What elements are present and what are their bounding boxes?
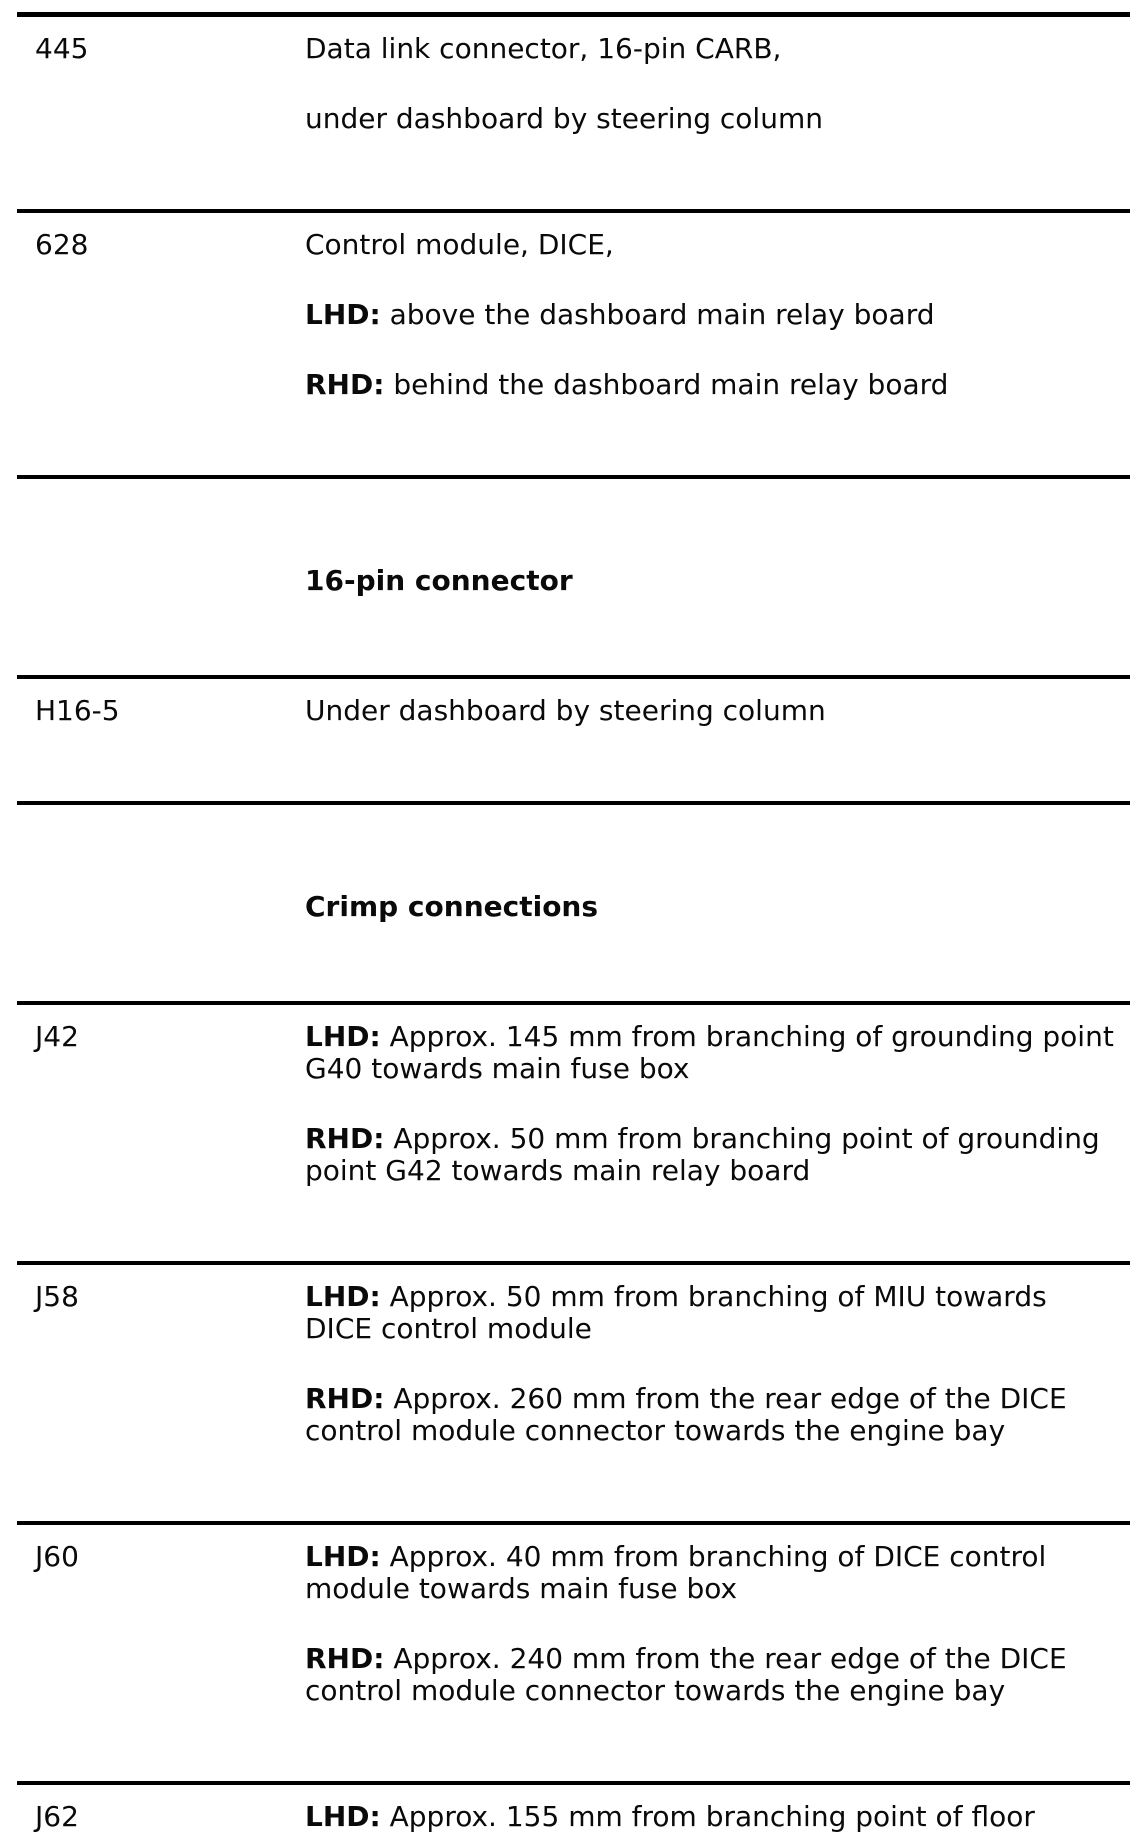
table-row bbox=[17, 1001, 1130, 1261]
description-paragraph: Under dashboard by steering column bbox=[305, 694, 826, 727]
drive-side-label: RHD: bbox=[305, 368, 385, 401]
table-row bbox=[17, 1261, 1130, 1521]
description-paragraph: RHD: behind the dashboard main relay board bbox=[305, 368, 949, 401]
drive-side-label: LHD: bbox=[305, 1800, 381, 1832]
section-header: 16-pin connector bbox=[305, 564, 573, 597]
description-paragraph: LHD: Approx. 155 mm from branching point of floor bbox=[305, 1800, 1035, 1832]
description-paragraph: RHD: Approx. 240 mm from the rear edge of the DICE control module connector towards the engine bay bbox=[305, 1642, 1067, 1707]
component-description bbox=[305, 229, 1128, 401]
table-row bbox=[17, 1521, 1130, 1781]
table-row bbox=[17, 12, 1130, 209]
description-paragraph: LHD: Approx. 145 mm from branching of grounding point G40 towards main fuse box bbox=[305, 1020, 1114, 1085]
section-header-row bbox=[17, 475, 1130, 675]
locations-table bbox=[0, 12, 1136, 1832]
drive-side-label: RHD: bbox=[305, 1382, 385, 1415]
component-id: J62 bbox=[35, 1800, 79, 1832]
component-id: H16-5 bbox=[35, 694, 120, 727]
drive-side-label: RHD: bbox=[305, 1122, 385, 1155]
component-description bbox=[305, 1281, 1128, 1447]
component-description bbox=[305, 1021, 1128, 1187]
description-paragraph: LHD: Approx. 50 mm from branching of MIU towards DICE control module bbox=[305, 1280, 1047, 1345]
description-paragraph: LHD: above the dashboard main relay board bbox=[305, 298, 935, 331]
description-paragraph: RHD: Approx. 50 mm from branching point of grounding point G42 towards main relay board bbox=[305, 1122, 1100, 1187]
component-id: 445 bbox=[35, 32, 89, 65]
section-header: Crimp connections bbox=[305, 890, 599, 923]
description-paragraph: RHD: Approx. 260 mm from the rear edge of the DICE control module connector towards the engine bay bbox=[305, 1382, 1067, 1447]
drive-side-label: RHD: bbox=[305, 1642, 385, 1675]
description-paragraph: under dashboard by steering column bbox=[305, 102, 823, 135]
drive-side-label: LHD: bbox=[305, 1020, 381, 1053]
component-description bbox=[305, 33, 1128, 135]
table-row bbox=[17, 209, 1130, 475]
section-header-cell bbox=[305, 565, 1128, 597]
drive-side-label: LHD: bbox=[305, 298, 381, 331]
component-description bbox=[305, 695, 1128, 727]
component-id: 628 bbox=[35, 228, 89, 261]
component-id: J42 bbox=[35, 1020, 79, 1053]
component-id: J58 bbox=[35, 1280, 79, 1313]
table-row bbox=[17, 675, 1130, 801]
description-paragraph: Data link connector, 16-pin CARB, bbox=[305, 32, 782, 65]
description-paragraph: LHD: Approx. 40 mm from branching of DICE control module towards main fuse box bbox=[305, 1540, 1047, 1605]
component-description bbox=[305, 1541, 1128, 1707]
component-description bbox=[305, 1801, 1128, 1832]
description-paragraph: Control module, DICE, bbox=[305, 228, 614, 261]
section-header-row bbox=[17, 801, 1130, 1001]
drive-side-label: LHD: bbox=[305, 1540, 381, 1573]
section-header-cell bbox=[305, 891, 1128, 923]
component-id: J60 bbox=[35, 1540, 79, 1573]
table-row bbox=[17, 1781, 1130, 1832]
drive-side-label: LHD: bbox=[305, 1280, 381, 1313]
